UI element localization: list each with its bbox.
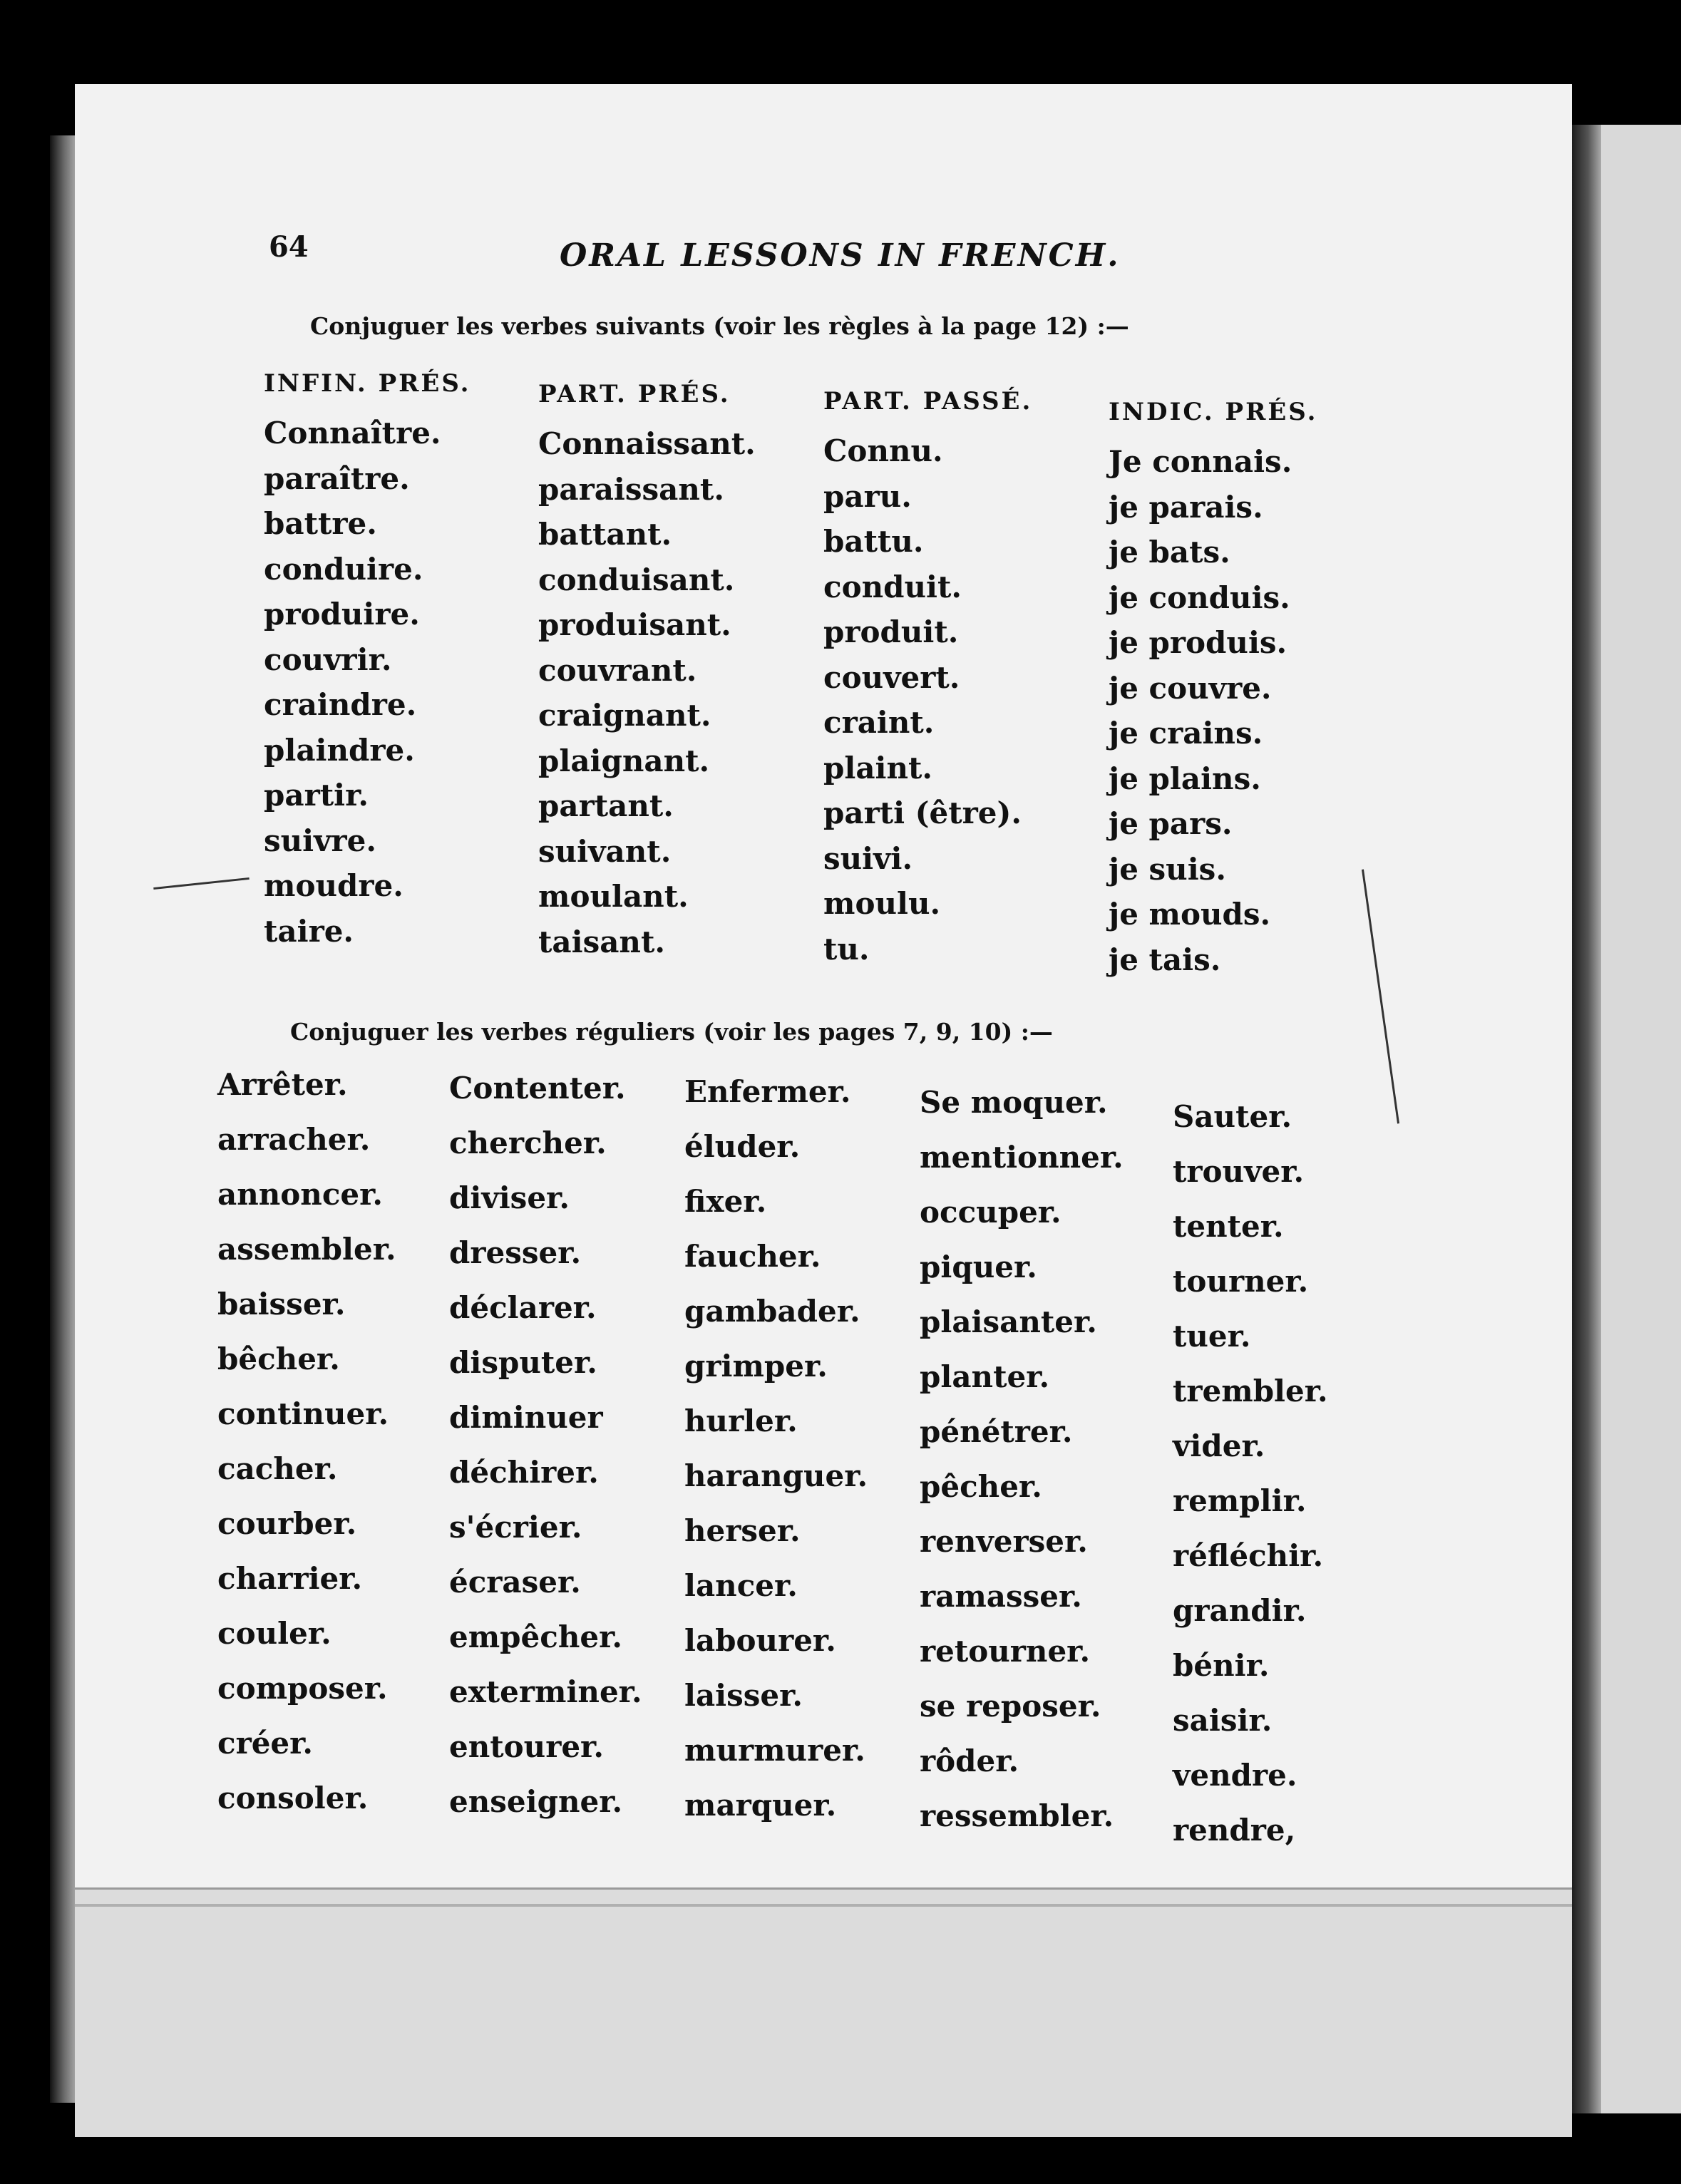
verb-entry: Arrêter. xyxy=(217,1067,348,1102)
verb-entry: je pars. xyxy=(1109,806,1233,841)
verb-entry: tu. xyxy=(823,931,870,967)
verb-entry: battre. xyxy=(264,506,377,541)
verb-entry: couvrant. xyxy=(538,652,697,688)
verb-entry: battant. xyxy=(538,517,672,552)
verb-entry: haranguer. xyxy=(684,1458,868,1493)
verb-entry: tenter. xyxy=(1173,1209,1284,1244)
verb-entry: marquer. xyxy=(684,1788,837,1823)
verb-entry: produit. xyxy=(823,614,959,649)
section1-instruction: Conjuguer les verbes suivants (voir les règles à la page 12) :— xyxy=(310,312,1129,340)
verb-entry: murmurer. xyxy=(684,1733,865,1768)
verb-entry: trembler. xyxy=(1173,1374,1328,1408)
page-number: 64 xyxy=(269,230,309,264)
verb-entry: je couvre. xyxy=(1109,670,1272,706)
verb-entry: je parais. xyxy=(1109,489,1263,525)
verb-entry: partir. xyxy=(264,778,369,813)
verb-entry: disputer. xyxy=(449,1345,597,1380)
verb-entry: écraser. xyxy=(449,1565,581,1600)
verb-entry: faucher. xyxy=(684,1239,821,1274)
verb-entry: rendre, xyxy=(1173,1813,1296,1848)
verb-entry: conduire. xyxy=(264,551,423,587)
verb-entry: couvrir. xyxy=(264,642,392,677)
verb-entry: moulant. xyxy=(538,879,689,914)
verb-entry: je suis. xyxy=(1109,851,1226,887)
verb-entry: courber. xyxy=(217,1506,357,1541)
verb-entry: Connaître. xyxy=(264,416,441,450)
verb-entry: bénir. xyxy=(1173,1648,1270,1683)
verb-entry: créer. xyxy=(217,1726,314,1761)
verb-entry: charrier. xyxy=(217,1561,363,1596)
verb-entry: je crains. xyxy=(1109,716,1263,751)
verb-entry: hurler. xyxy=(684,1403,798,1438)
verb-entry: continuer. xyxy=(217,1396,389,1431)
verb-entry: labourer. xyxy=(684,1623,836,1658)
verb-entry: moulu. xyxy=(823,886,941,921)
verb-entry: empêcher. xyxy=(449,1619,622,1654)
verb-entry: suivre. xyxy=(264,823,377,858)
adjacent-page-edge xyxy=(1568,125,1681,2113)
verb-entry: Connaissant. xyxy=(538,426,756,461)
verb-entry: ramasser. xyxy=(920,1579,1082,1614)
verb-entry: saisir. xyxy=(1173,1703,1273,1738)
book-left-edge xyxy=(50,135,78,2103)
verb-entry: paraissant. xyxy=(538,471,724,507)
verb-entry: assembler. xyxy=(217,1232,396,1267)
column-present-indicative xyxy=(1109,398,1317,982)
verb-entry: Connu. xyxy=(823,433,943,468)
verb-entry: plaint. xyxy=(823,750,933,785)
verb-entry: consoler. xyxy=(217,1781,369,1815)
verb-entry: planter. xyxy=(920,1359,1050,1394)
verb-entry: piquer. xyxy=(920,1250,1037,1284)
verb-entry: baisser. xyxy=(217,1287,346,1322)
verb-entry: couvert. xyxy=(823,659,960,695)
verb-entry: conduit. xyxy=(823,569,962,604)
regular-verbs-column-2 xyxy=(449,1061,642,1829)
verb-entry: je plains. xyxy=(1109,761,1261,796)
verb-entry: annoncer. xyxy=(217,1177,384,1212)
verb-entry: Se moquer. xyxy=(920,1085,1108,1120)
regular-verbs-column-5 xyxy=(1173,1089,1328,1858)
verb-entry: lancer. xyxy=(684,1568,798,1603)
verb-entry: enseigner. xyxy=(449,1784,623,1819)
verb-entry: Je connais. xyxy=(1109,444,1292,479)
verb-entry: tuer. xyxy=(1173,1319,1251,1354)
verb-entry: craignant. xyxy=(538,698,711,733)
verb-entry: moudre. xyxy=(264,868,403,903)
verb-entry: conduisant. xyxy=(538,562,735,597)
regular-verbs-column-3 xyxy=(684,1064,868,1833)
verb-entry: tourner. xyxy=(1173,1264,1309,1299)
verb-entry: diminuer xyxy=(449,1400,603,1435)
column-header: PART. PASSÉ. xyxy=(823,387,1033,416)
verb-entry: partant. xyxy=(538,788,674,823)
verb-entry: vendre. xyxy=(1173,1758,1297,1793)
verb-entry: produire. xyxy=(264,597,420,632)
verb-entry: laisser. xyxy=(684,1678,803,1713)
verb-entry: je conduis. xyxy=(1109,580,1290,615)
column-header: INDIC. PRÉS. xyxy=(1109,398,1318,426)
verb-entry: vider. xyxy=(1173,1428,1265,1463)
page-sheet xyxy=(75,84,1572,2137)
verb-entry: pêcher. xyxy=(920,1469,1042,1504)
verb-entry: produisant. xyxy=(538,607,731,642)
verb-entry: Sauter. xyxy=(1173,1099,1292,1134)
section2-instruction: Conjuguer les verbes réguliers (voir les pages 7, 9, 10) :— xyxy=(290,1018,1053,1046)
verb-entry: couler. xyxy=(217,1616,331,1651)
verb-entry: paru. xyxy=(823,478,912,514)
verb-entry: gambader. xyxy=(684,1294,860,1329)
verb-entry: mentionner. xyxy=(920,1140,1124,1175)
verb-entry: entourer. xyxy=(449,1729,604,1764)
verb-entry: plaindre. xyxy=(264,732,415,768)
verb-entry: déchirer. xyxy=(449,1455,599,1490)
verb-entry: craindre. xyxy=(264,687,417,722)
verb-entry: déclarer. xyxy=(449,1290,597,1325)
pen-stroke-mark xyxy=(1362,870,1399,1124)
verb-entry: grandir. xyxy=(1173,1593,1307,1628)
verb-entry: rôder. xyxy=(920,1743,1019,1778)
verb-entry: diviser. xyxy=(449,1180,570,1215)
verb-entry: ressembler. xyxy=(920,1798,1114,1833)
verb-entry: je produis. xyxy=(1109,625,1287,660)
verb-entry: je tais. xyxy=(1109,942,1221,977)
verb-entry: parti (être). xyxy=(823,795,1022,830)
verb-entry: éluder. xyxy=(684,1129,801,1164)
verb-entry: plaisanter. xyxy=(920,1304,1097,1339)
verb-entry: Enfermer. xyxy=(684,1074,851,1109)
verb-entry: composer. xyxy=(217,1671,388,1706)
verb-entry: taire. xyxy=(264,913,354,949)
verb-entry: battu. xyxy=(823,524,924,559)
verb-entry: occuper. xyxy=(920,1195,1061,1230)
column-header: PART. PRÉS. xyxy=(538,380,731,408)
verb-entry: retourner. xyxy=(920,1634,1091,1669)
verb-entry: craint. xyxy=(823,705,935,740)
verb-entry: exterminer. xyxy=(449,1674,642,1709)
verb-entry: suivi. xyxy=(823,840,913,876)
verb-entry: chercher. xyxy=(449,1126,607,1160)
verb-entry: cacher. xyxy=(217,1451,338,1486)
verb-entry: paraître. xyxy=(264,460,410,496)
verb-entry: suivant. xyxy=(538,833,672,869)
verb-entry: se reposer. xyxy=(920,1689,1101,1724)
verb-entry: renverser. xyxy=(920,1524,1088,1559)
column-past-participle xyxy=(823,387,1032,972)
verb-entry: arracher. xyxy=(217,1122,371,1157)
verb-entry: Contenter. xyxy=(449,1071,626,1106)
verb-entry: s'écrier. xyxy=(449,1510,582,1545)
verb-entry: dresser. xyxy=(449,1235,582,1270)
running-head: ORAL LESSONS IN FRENCH. xyxy=(560,237,1121,274)
verb-entry: plaignant. xyxy=(538,743,710,778)
column-infinitive xyxy=(264,369,471,954)
verb-entry: remplir. xyxy=(1173,1483,1307,1518)
verb-entry: herser. xyxy=(684,1513,801,1548)
verb-entry: grimper. xyxy=(684,1349,828,1384)
verb-entry: pénétrer. xyxy=(920,1414,1073,1449)
verb-entry: fixer. xyxy=(684,1184,767,1219)
regular-verbs-column-1 xyxy=(217,1057,396,1825)
verb-entry: bêcher. xyxy=(217,1341,340,1376)
verb-entry: je mouds. xyxy=(1109,897,1271,932)
column-present-participle xyxy=(538,380,756,964)
page-bottom-margin xyxy=(75,1887,1572,2137)
verb-entry: je bats. xyxy=(1109,535,1230,570)
regular-verbs-column-4 xyxy=(920,1075,1124,1843)
verb-entry: réfléchir. xyxy=(1173,1538,1324,1573)
pen-stroke-mark xyxy=(153,877,250,890)
verb-entry: trouver. xyxy=(1173,1154,1305,1189)
column-header: INFIN. PRÉS. xyxy=(264,369,471,398)
verb-entry: taisant. xyxy=(538,924,665,959)
